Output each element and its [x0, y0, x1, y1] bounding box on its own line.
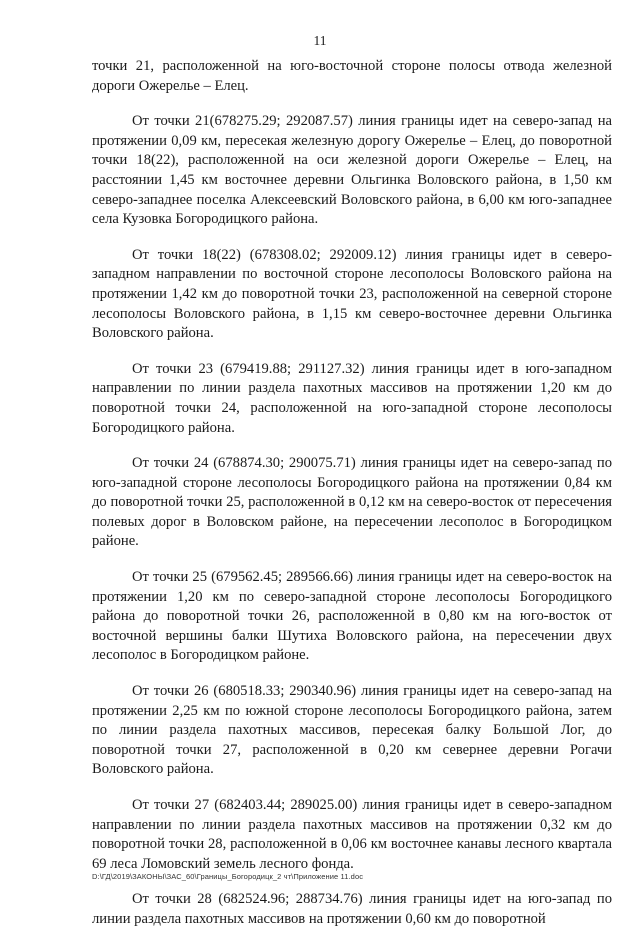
paragraph-point-25: От точки 25 (679562.45; 289566.66) линия границы идет на северо-восток на протяжении 1,20 км по северо-западной стороне лесополосы Богородицкого района до поворотной точки 26, расположенной в 0,80 км на юго-восток от восточной вершины балки Шутиха Воловского района, на пересечении двух лесополос в Богородицком районе. — [92, 569, 612, 664]
footer-file-path: D:\ГД\2019\ЗАКОНЫ\ЗАС_60\Границы_Богородицк_2 чт\Приложение 11.doc — [92, 872, 364, 881]
paragraph-point-28: От точки 28 (682524.96; 288734.76) линия границы идет на юго-запад по линии раздела пахотных массивов на протяжении 0,60 км до поворотной — [92, 891, 612, 927]
paragraph-point-23: От точки 23 (679419.88; 291127.32) линия границы идет в юго-западном направлении по линии раздела пахотных массивов на протяжении 1,20 км до поворотной точки 24, расположенной на юго-западной стороне лесополосы Богородицкого района. — [92, 360, 612, 436]
page-number: 11 — [313, 33, 327, 48]
paragraph-continuation: точки 21, расположенной на юго-восточной стороне полосы отвода железной дороги Ожерелье – Елец. — [92, 58, 612, 94]
paragraph-point-18: От точки 18(22) (678308.02; 292009.12) линия границы идет в северо-западном направлении по восточной стороне лесополосы Воловского района на протяжении 1,42 км до поворотной точки 23, расположенной на северной стороне лесополосы Воловского района, в 1,15 км северо-восточнее деревни Ольгинка Воловского района. — [92, 246, 612, 342]
paragraph-point-26: От точки 26 (680518.33; 290340.96) линия границы идет на северо-запад на протяжении 2,25 км по южной стороне лесополосы Богородицкого района, затем по линии раздела пахотных массивов, пересекая балку Большой Лог, до поворотной точки 27, расположенной в 0,20 км севернее деревни Рогачи Воловского района. — [92, 683, 612, 778]
document-body — [92, 57, 612, 946]
paragraph-point-27: От точки 27 (682403.44; 289025.00) линия границы идет в северо-западном направлении по линии раздела пахотных массивов на протяжении 0,32 км до поворотной точки 28, расположенной в 0,06 км восточнее канавы лесного квартала 69 леса Ломовский земель лесного фонда. — [92, 797, 612, 872]
paragraph-point-21: От точки 21(678275.29; 292087.57) линия границы идет на северо-запад на протяжении 0,09 км, пересекая железную дорогу Ожерелье – Елец, до поворотной точки 18(22), расположенной на оси железной дороги Ожерелье – Елец, на расстоянии 1,45 км восточнее деревни Ольгинка Воловского района, в 1,50 км северо-западнее поселка Алексеевский Воловского района, в 6,00 км юго-западнее села Кузовка Богородицкого района. — [92, 113, 612, 228]
paragraph-point-24: От точки 24 (678874.30; 290075.71) линия границы идет на северо-запад по юго-западной стороне лесополосы Богородицкого района на протяжении 0,84 км до поворотной точки 25, расположенной в 0,12 км на северо-восток от пересечения полевых дорог в Воловском районе, на пересечении лесополос в Богородицком районе. — [92, 455, 612, 550]
